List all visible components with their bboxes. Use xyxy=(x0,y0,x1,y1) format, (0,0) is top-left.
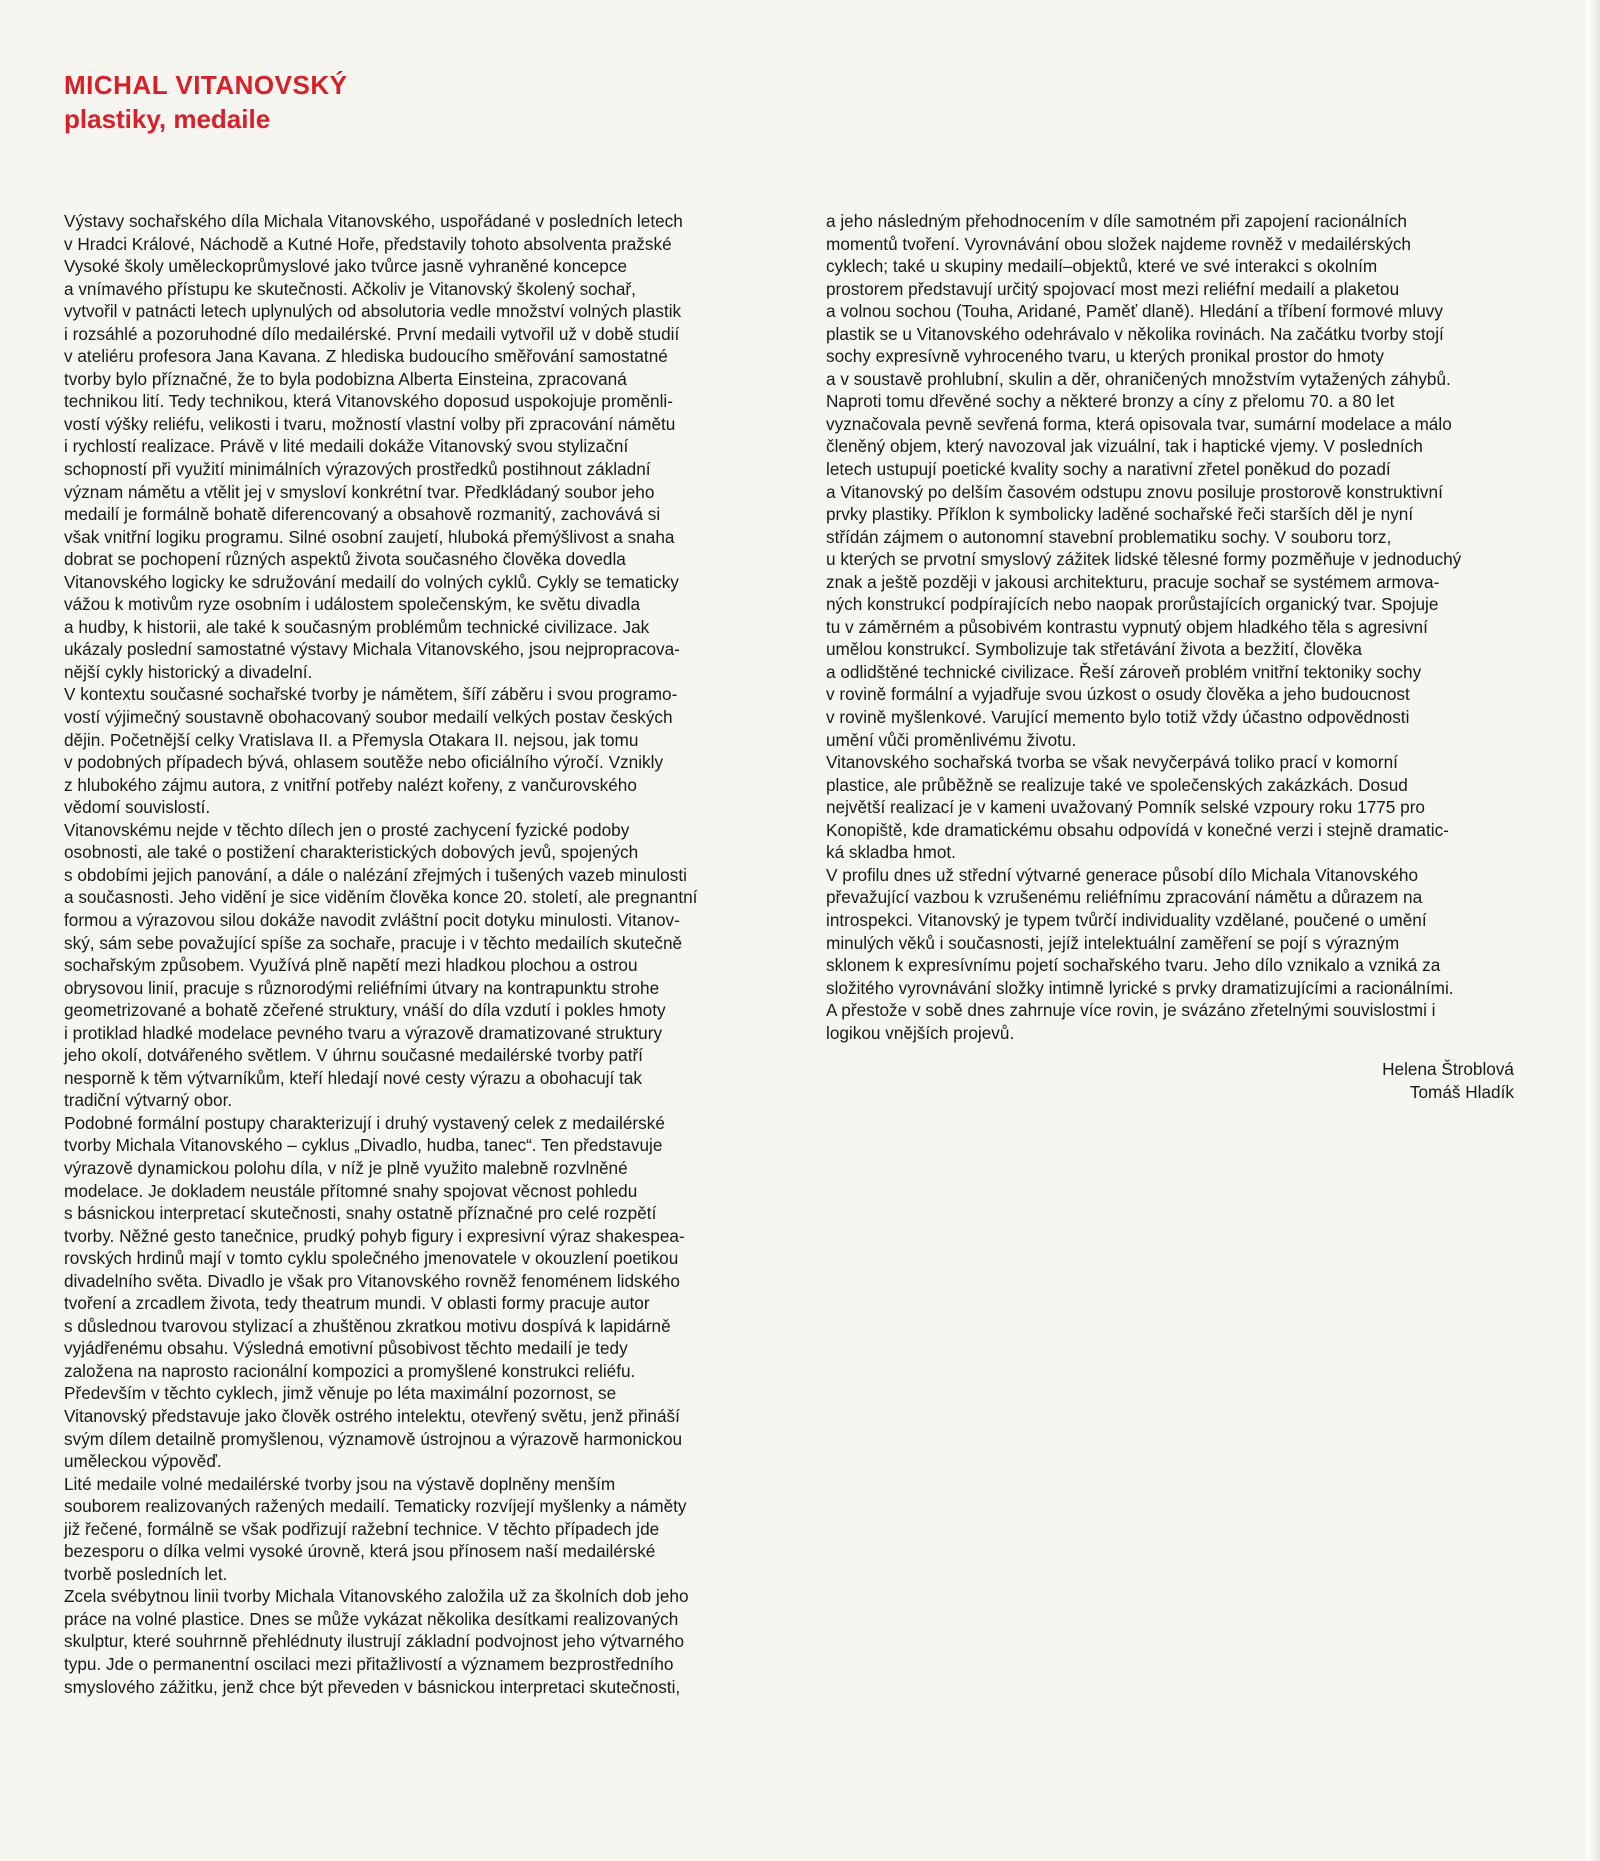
text-line: ukázaly poslední samostatné výstavy Michala Vitanovského, jsou nejpropracova- xyxy=(64,639,680,660)
left-text-column xyxy=(64,210,764,1698)
text-line: dějin. Početnější celky Vratislava II. a Přemysla Otakara II. nejsou, jak tomu xyxy=(64,729,639,750)
text-line: momentů tvoření. Vyrovnávání obou složek najdeme rovněž v medailérských xyxy=(826,233,1411,254)
text-line: minulých věků i současnosti, jejíž intelektuální zaměření se pojí s výrazným xyxy=(826,932,1400,953)
text-line: jeho okolí, dotvářeného světlem. V úhrnu současné medailérské tvorby patří xyxy=(64,1045,643,1066)
text-line: a odlidštěné technické civilizace. Řeší zároveň problém vnitřní tektoniky sochy xyxy=(826,661,1422,682)
text-line: vědomí souvislostí. xyxy=(64,797,211,818)
text-line: již řečené, formálně se však podřizují ražební technice. V těchto případech jde xyxy=(64,1518,660,1539)
text-line: vážou k motivům ryze osobním i událostem společenským, ke světu divadla xyxy=(64,594,641,615)
page-title: MICHAL VITANOVSKÝ xyxy=(64,70,348,100)
text-line: Vitanovského sochařská tvorba se však nevyčerpává toliko prací v komorní xyxy=(826,752,1398,773)
text-line: schopností při využití minimálních výrazových prostředků postihnout základní xyxy=(64,459,651,480)
text-line: však vnitřní logiku programu. Silné osobní zaujetí, hluboká přemýšlivost a snaha xyxy=(64,526,675,547)
text-line: členěný objem, který navozoval jak vizuální, tak i haptické vjemy. V posledních xyxy=(826,436,1423,457)
text-line: Konopiště, kde dramatickému obsahu odpovídá v konečné verzi i stejně dramatic- xyxy=(826,819,1449,840)
text-line: skulptur, které souhrnně přehlédnuty ilustrují základní podvojnost jeho výtvarného xyxy=(64,1631,685,1652)
text-line: Zcela svébytnou linii tvorby Michala Vitanovského založila už za školních dob jeho xyxy=(64,1586,689,1607)
text-line: i rozsáhlé a pozoruhodné dílo medailérské. První medaili vytvořil už v době studií xyxy=(64,323,680,344)
text-line: letech ustupují poetické kvality sochy a narativní zřetel poněkud do pozadí xyxy=(826,459,1391,480)
right-text-column xyxy=(826,210,1526,1044)
text-line: plastik se u Vitanovského odehrávalo v několika rovinách. Na začátku tvorby stojí xyxy=(826,323,1444,344)
text-line: typu. Jde o permanentní oscilaci mezi přitažlivostí a významem bezprostředního xyxy=(64,1654,674,1674)
text-line: vostí výjimečný soustavně obohacovaný soubor medailí velkých postav českých xyxy=(64,707,673,728)
text-line: a hudby, k historii, ale také k současným problémům technické civilizace. Jak xyxy=(64,616,650,637)
text-line: i protiklad hladké modelace pevného tvaru a výrazově dramatizované struktury xyxy=(64,1022,663,1043)
text-line: a volnou sochou (Touha, Aridané, Paměť dlaně). Hledání a tříbení formové mluvy xyxy=(826,301,1443,322)
text-line: vyjádřenému obsahu. Výsledná emotivní působivost těchto medailí je tedy xyxy=(64,1338,628,1359)
text-line: smyslového zážitku, jenž chce být převeden v básnickou interpretaci skutečnosti, xyxy=(64,1676,681,1697)
text-line: Lité medaile volné medailérské tvorby jsou na výstavě doplněny menším xyxy=(64,1473,616,1494)
text-line: založena na naprosto racionální kompozici a promyšlené konstrukci reliéfu. xyxy=(64,1360,636,1381)
text-line: výrazově dynamickou polohu díla, v níž je plně využito malebně rozvlněné xyxy=(64,1157,628,1178)
page-edge xyxy=(1586,0,1600,1861)
text-line: sochy expresívně vyhroceného tvaru, u kterých pronikal prostor do hmoty xyxy=(826,346,1384,367)
text-line: ká skladba hmot. xyxy=(826,842,956,863)
header xyxy=(64,68,347,136)
text-line: a vnímavého přístupu ke skutečnosti. Ačkoliv je Vitanovský školený sochař, xyxy=(64,278,636,299)
text-line: souborem realizovaných ražených medailí. Tematicky rozvíjejí myšlenky a náměty xyxy=(64,1496,687,1517)
text-line: Výstavy sochařského díla Michala Vitanovského, uspořádané v posledních letech xyxy=(64,211,683,231)
text-line: a v soustavě prohlubní, skulin a děr, ohraničených množstvím vytažených záhybů. xyxy=(826,368,1451,389)
text-line: svým dílem detailně promyšlenou, významově ústrojnou a výrazově harmonickou xyxy=(64,1428,683,1449)
text-line: Vitanovskému nejde v těchto dílech jen o prosté zachycení fyzické podoby xyxy=(64,819,630,840)
text-line: tvoření a zrcadlem života, tedy theatrum mundi. V oblasti formy pracuje autor xyxy=(64,1293,650,1314)
text-line: technikou lití. Tedy technikou, která Vitanovského doposud uspokojuje proměnli- xyxy=(64,391,673,412)
text-line: ných konstrukcí podpírajících nebo naopak prorůstajících organický tvar. Spojuje xyxy=(826,594,1439,615)
text-line: prvky plastiky. Příklon k symbolicky laděné sochařské řeči starších děl je nyní xyxy=(826,504,1414,525)
text-line: umělou konstrukcí. Symbolizuje tak střetávání života a bezžití, člověka xyxy=(826,639,1362,660)
text-line: v podobných případech bývá, ohlasem soutěže nebo oficiálního výročí. Vznikly xyxy=(64,752,664,773)
text-line: s básnickou interpretací skutečnosti, snahy ostatně příznačné pro celé rozpětí xyxy=(64,1203,657,1224)
text-line: modelace. Je dokladem neustále přítomné snahy spojovat věcnost pohledu xyxy=(64,1180,638,1201)
text-line: introspekci. Vitanovský je typem tvůrčí individuality vzdělané, poučené o umění xyxy=(826,909,1427,930)
text-line: význam námětu a vtělit jej v smysloví konkrétní tvar. Předkládaný soubor jeho xyxy=(64,481,655,502)
text-line: Podobné formální postupy charakterizují i druhý vystavený celek z medailérské xyxy=(64,1112,665,1133)
text-line: vyznačovala pevně sevřená forma, která opisovala tvar, sumární modelace a málo xyxy=(826,413,1452,434)
text-line: obrysovou linií, pracuje s různorodými reliéfními útvary na kontrapunktu strohe xyxy=(64,977,660,998)
text-line: vytvořil v patnácti letech uplynulých od absolutoria vedle množství volných plastik xyxy=(64,301,682,322)
text-line: V profilu dnes už střední výtvarné generace působí dílo Michala Vitanovského xyxy=(826,864,1419,885)
text-line: s obdobími jejich panování, a dále o nalézání zřejmých i tušených vazeb minulosti xyxy=(64,864,687,885)
text-line: ský, sám sebe považující spíše za sochaře, pracuje i v těchto medailích skutečně xyxy=(64,932,683,953)
text-line: geometrizované a bohatě zčeřené struktury, vnáší do díla vzdutí i pokles hmoty xyxy=(64,1000,666,1021)
text-line: dobrat se pochopení různých aspektů života současného člověka dovedla xyxy=(64,549,626,570)
page-subtitle: plastiky, medaile xyxy=(64,104,271,134)
text-line: vostí výšky reliéfu, velikosti i tvaru, možností vlastní volby při zpracování námětu xyxy=(64,413,676,434)
text-line: tvorby Michala Vitanovského – cyklus „Divadlo, hudba, tanec“. Ten představuje xyxy=(64,1135,663,1156)
text-line: znak a ještě později v jakousi architekturu, pracuje sochař se systémem armova- xyxy=(826,571,1440,592)
text-line: nější cykly historický a divadelní. xyxy=(64,661,313,682)
text-line: složitého vyrovnávání složky intimně lyrické s prvky dramatizujícími a racionálními. xyxy=(826,977,1454,998)
text-line: tu v záměrném a působivém kontrastu vypnutý objem hladkého těla s agresivní xyxy=(826,616,1428,637)
text-line: A přestože v sobě dnes zahrnuje více rovin, je svázáno zřetelnými souvislostmi i xyxy=(826,1000,1436,1021)
text-line: Především v těchto cyklech, jimž věnuje po léta maximální pozornost, se xyxy=(64,1383,617,1404)
text-line: a současnosti. Jeho vidění je sice viděním člověka konce 20. století, ale pregnantní xyxy=(64,887,698,908)
text-line: sklonem k expresívnímu pojetí sochařského tvaru. Jeho dílo vznikalo a vzniká za xyxy=(826,955,1441,976)
text-line: umění vůči proměnlivému životu. xyxy=(826,729,1077,750)
author-name: Tomáš Hladík xyxy=(1409,1082,1514,1102)
text-line: medailí je formálně bohatě diferencovaný a obsahově rozmanitý, zachovává si xyxy=(64,504,661,525)
text-line: u kterých se prvotní smyslový zážitek lidské tělesné formy pozměňuje v jednoduchý xyxy=(826,549,1462,570)
text-line: a jeho následným přehodnocením v díle samotném při zapojení racionálních xyxy=(826,211,1407,231)
text-line: převažující vazbou k vzrušenému reliéfnímu zpracování námětu a důrazem na xyxy=(826,887,1423,908)
text-line: bezesporu o dílka velmi vysoké úrovně, která jsou přínosem naší medailérské xyxy=(64,1541,656,1562)
text-line: v Hradci Králové, Náchodě a Kutné Hoře, představily tohoto absolventa pražské xyxy=(64,233,672,254)
text-line: tvorby. Něžné gesto tanečnice, prudký pohyb figury i expresivní výraz shakespea- xyxy=(64,1225,685,1246)
text-line: Vitanovský představuje jako člověk ostrého intelektu, otevřený světu, jenž přináší xyxy=(64,1405,680,1426)
text-line: plastice, ale průběžně se realizuje také ve společenských zakázkách. Dosud xyxy=(826,774,1408,795)
text-line: v rovině formální a vyjadřuje svou úzkost o osudy člověka a jeho budoucnost xyxy=(826,684,1410,705)
text-line: tvorby bylo příznačné, že to byla podobizna Alberta Einsteina, zpracovaná xyxy=(64,368,627,389)
text-line: práce na volné plastice. Dnes se může vykázat několika desítkami realizovaných xyxy=(64,1608,679,1629)
text-line: divadelního světa. Divadlo je však pro Vitanovského rovněž fenoménem lidského xyxy=(64,1270,680,1291)
text-line: sochařským způsobem. Využívá plně napětí mezi hladkou plochou a ostrou xyxy=(64,955,638,976)
text-line: Vysoké školy uměleckoprůmyslové jako tvůrce jasně vyhraněné koncepce xyxy=(64,256,628,277)
text-line: V kontextu současné sochařské tvorby je námětem, šíří záběru i svou programo- xyxy=(64,684,678,705)
text-line: největší realizací je v kameni uvažovaný Pomník selské vzpoury roku 1775 pro xyxy=(826,797,1425,818)
text-line: z hlubokého zájmu autora, z vnitřní potřeby nalézt kořeny, z vančurovského xyxy=(64,774,637,795)
text-line: logikou vnějších projevů. xyxy=(826,1022,1015,1043)
text-line: v rovině myšlenkové. Varující memento bylo totiž vždy účastno odpovědnosti xyxy=(826,707,1410,728)
text-line: i rychlostí realizace. Právě v lité medaili dokáže Vitanovský svou stylizační xyxy=(64,436,629,457)
text-line: s důslednou tvarovou stylizací a zhuštěnou zkratkou motivu dospívá k lapidárně xyxy=(64,1315,671,1336)
text-line: v ateliéru profesora Jana Kavana. Z hlediska budoucího směřování samostatné xyxy=(64,346,668,367)
text-line: Naproti tomu dřevěné sochy a některé bronzy a cíny z přelomu 70. a 80 let xyxy=(826,391,1395,412)
text-line: Vitanovského logicky ke sdružování medailí do volných cyklů. Cykly se tematicky xyxy=(64,571,679,592)
text-line: osobnosti, ale také o postižení charakteristických dobových jevů, spojených xyxy=(64,842,639,863)
text-line: rovských hrdinů mají v tomto cyklu společného jmenovatele v okouzlení poetikou xyxy=(64,1248,679,1269)
author-signatures xyxy=(1382,1058,1514,1104)
text-line: prostorem představují určitý spojovací most mezi reliéfní medailí a plaketou xyxy=(826,278,1400,299)
text-line: střídán zájmem o autonomní stavební problematiku sochy. V souboru torz, xyxy=(826,526,1392,547)
text-line: tvorbě posledních let. xyxy=(64,1563,228,1584)
text-line: nesporně k těm výtvarníkům, kteří hledají nové cesty výrazu a obohacují tak xyxy=(64,1067,642,1088)
text-line: formou a výrazovou silou dokáže navodit zvláštní pocit dotyku minulosti. Vitanov- xyxy=(64,909,680,930)
text-line: uměleckou výpověď. xyxy=(64,1451,222,1472)
text-line: a Vitanovský po delším časovém odstupu znovu posiluje prostorově konstruktivní xyxy=(826,481,1443,502)
text-line: tradiční výtvarný obor. xyxy=(64,1090,233,1111)
author-name: Helena Štroblová xyxy=(1382,1059,1514,1079)
text-line: cyklech; také u skupiny medailí–objektů, které ve své interakci s okolním xyxy=(826,256,1378,277)
